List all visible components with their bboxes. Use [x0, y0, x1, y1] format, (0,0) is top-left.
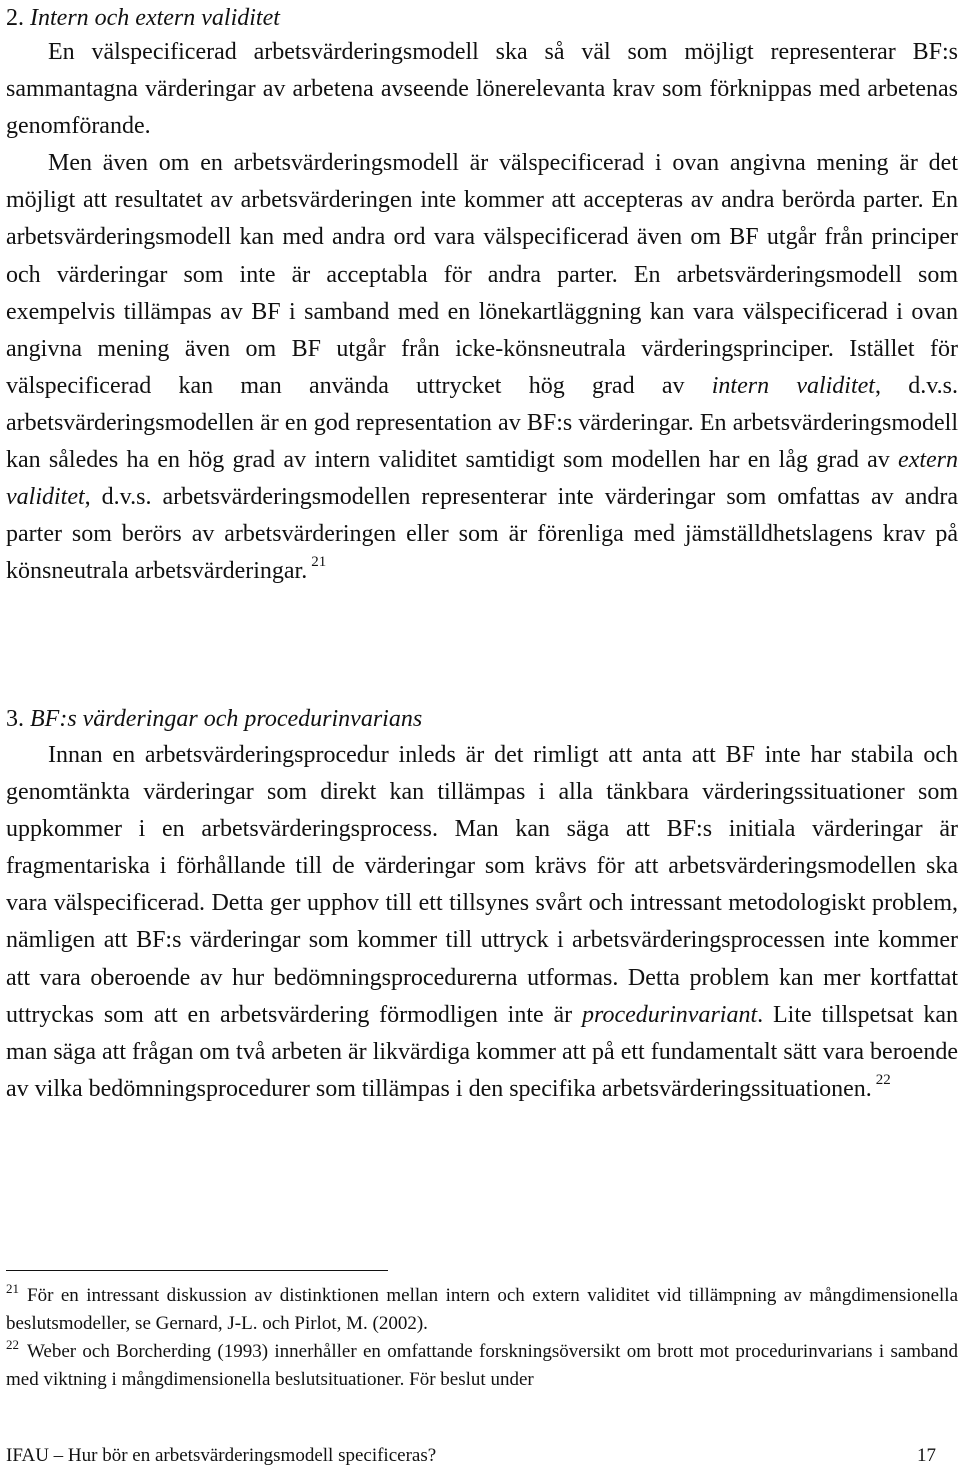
section-heading-2 — [6, 0, 280, 37]
footnotes — [6, 1282, 958, 1394]
emphasis-term: procedurinvariant — [582, 1001, 758, 1028]
paragraph-text: , d.v.s. arbetsvärderingsmodellen representerar inte värderingar som omfattas av andra parter som berörs av arbetsvärderingen eller som är förenliga med jämställdhetslagens krav på könsneutrala arbetsvärderingar. — [6, 484, 958, 585]
paragraph-text: Innan en arbetsvärderingsprocedur inleds är det rimligt att anta att BF inte har stabila och genomtänkta värderingar som direkt kan tillämpas i alla tänkbara värderingssituationer som uppkommer i en arbetsvärderingsprocess. Man kan säga att BF:s initiala värderingar är fragmentariska i förhållande till de värderingar som krävs för att arbetsvärderingsmodellen ska vara välspecificerad. Detta ger upphov till ett tillsynes svårt och intressant metodologiskt problem, nämligen att BF:s värderingar som kommer till uttryck i arbetsvärderingsprocessen inte kommer att vara oberoende av hur bedömningsprocedurerna utformas. Detta problem kan mer kortfattat uttryckas som att en arbetsvärdering förmodligen inte är — [6, 742, 958, 1028]
emphasis-term: intern validitet — [711, 372, 875, 399]
footnote-reference[interactable]: 21 — [311, 554, 327, 571]
paragraph-text: Men även om en arbetsvärderingsmodell är välspecificerad i ovan angivna mening är det möjligt att resultatet av arbetsvärderingen inte kommer att accepteras av andra berörda parter. En arbetsvärderingsmodell kan med andra ord vara välspecificerad även om BF utgår från principer och värderingar som inte är acceptabla för andra parter. En arbetsvärderingsmodell som exempelvis tillämpas av BF i samband med en lönekartläggning kan vara välspecificerad i ovan angivna mening även om BF utgår från icke-könsneutrala värderingsprinciper. Istället för välspecificerad kan man använda uttrycket hög grad av — [6, 150, 958, 399]
footnote-separator — [6, 1270, 388, 1271]
page-footer — [6, 1443, 936, 1469]
footnote-text: Weber och Borcherding (1993) innerhåller en omfattande forskningsöversikt om brott mot procedurinvarians i samband med viktning i mångdimensionella beslutsituationer. För beslut under — [6, 1341, 958, 1390]
footnote-number: 22 — [6, 1337, 19, 1352]
section-heading-3 — [6, 701, 422, 738]
paragraph — [6, 34, 958, 145]
footnote-reference[interactable]: 22 — [875, 1071, 891, 1088]
section-2-body — [6, 34, 958, 590]
footnote-text: För en intressant diskussion av distinktionen mellan intern och extern validitet vid tillämpning av mångdimensionella beslutsmodeller, se Gernard, J-L. och Pirlot, M. (2002). — [6, 1285, 958, 1334]
emphasis-term: extern validitet — [6, 447, 959, 511]
footer-title: IFAU – Hur bör en arbetsvärderingsmodell specificeras? — [6, 1445, 437, 1466]
footnote — [6, 1338, 958, 1394]
footnote — [6, 1282, 958, 1338]
section-3-body — [6, 737, 958, 1108]
section-number: 2. — [6, 5, 24, 31]
section-title: Intern och extern validitet — [30, 5, 280, 31]
paragraph-text: , d.v.s. arbetsvärderingsmodellen är en god representation av BF:s värderingar. En arbetsvärderingsmodell kan således ha en hög grad av intern validitet samtidigt som modellen har en låg grad av — [6, 372, 958, 474]
page-number: 17 — [917, 1445, 936, 1466]
section-number: 3. — [6, 706, 24, 732]
paragraph-text: . Lite tillspetsat kan man säga att frågan om två arbeten är likvärdiga kommer att på ett fundamentalt sätt vara beroende av vilka bedömningsprocedurer som tillämpas i den specifika arbetsvärderingssituationen. — [6, 1001, 958, 1102]
paragraph — [6, 737, 958, 1108]
paragraph-text: En välspecificerad arbetsvärderingsmodell ska så väl som möjligt representerar BF:s sammantagna värderingar av arbetena avseende lönerelevanta krav som förknippas med arbetenas genomförande. — [6, 39, 958, 140]
footnote-number: 21 — [6, 1281, 19, 1296]
section-title: BF:s värderingar och procedurinvarians — [30, 706, 423, 732]
paragraph — [6, 145, 958, 590]
